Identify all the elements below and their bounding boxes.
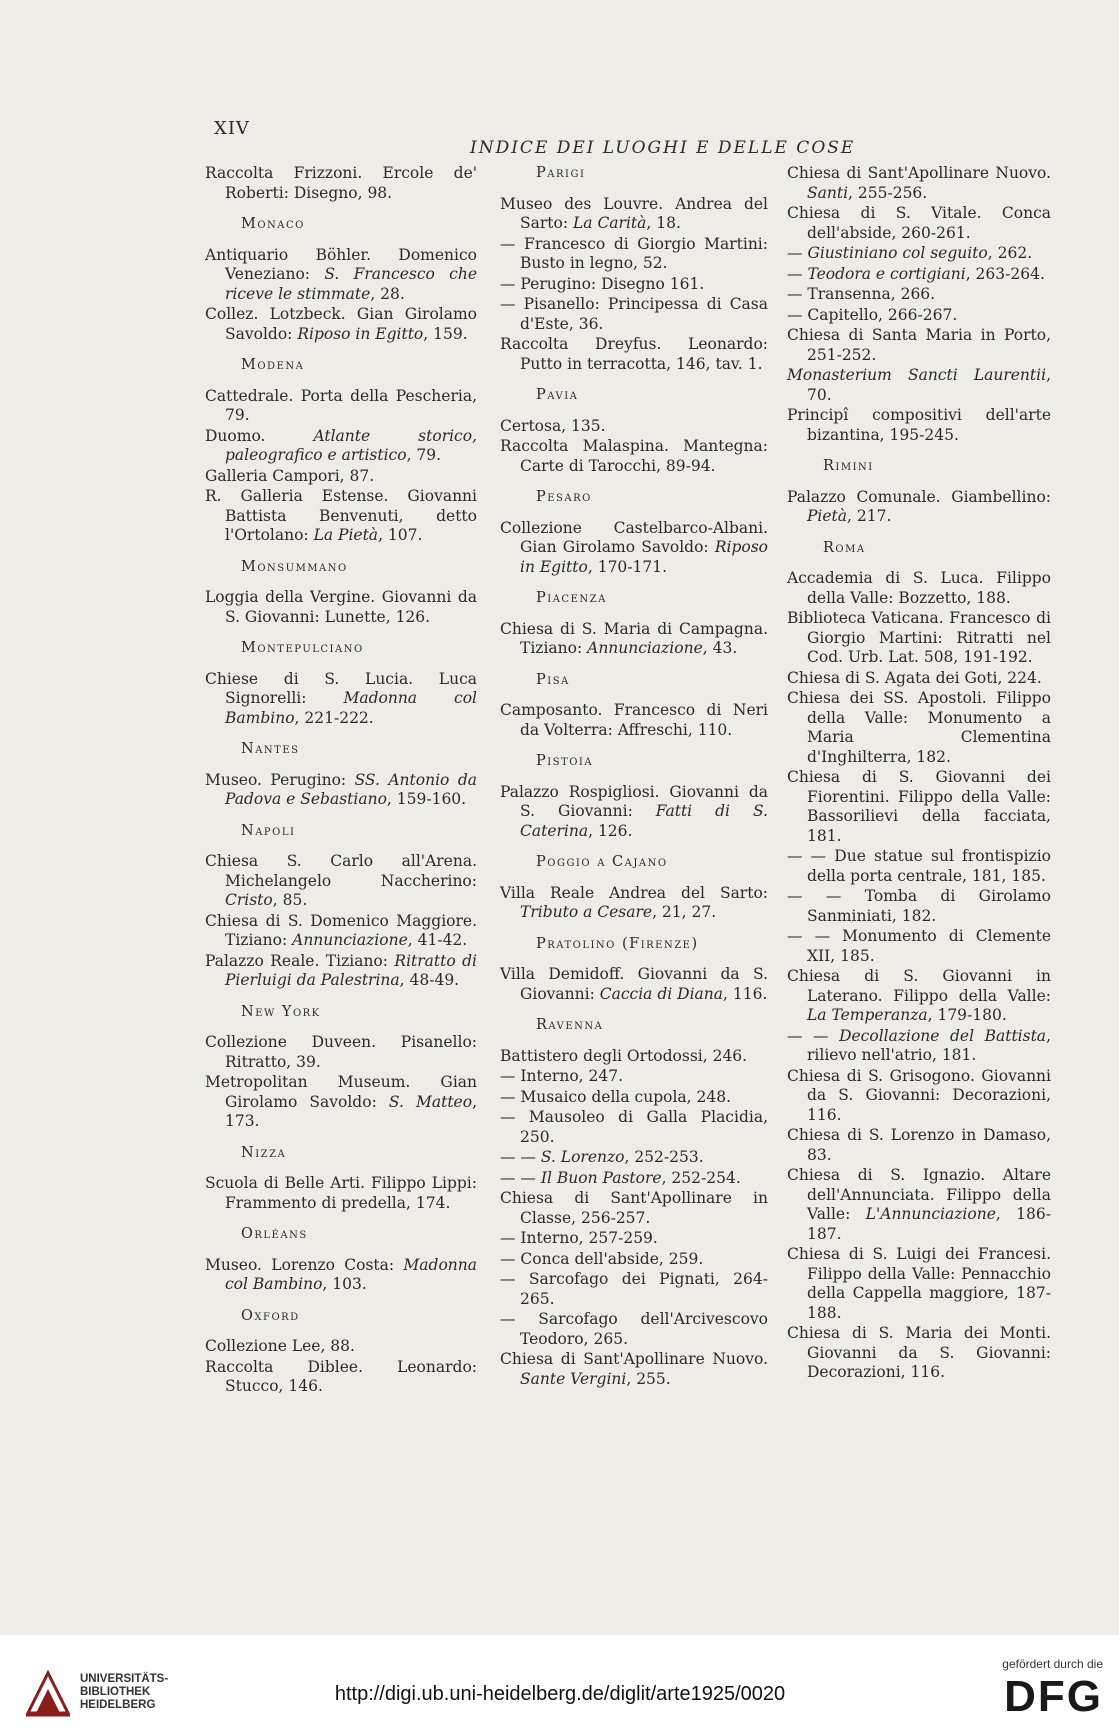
place-heading: Oxford <box>241 1307 300 1324</box>
place-heading: Pistoia <box>536 753 594 769</box>
index-entry: — — Monumento di Clemente XII, 185. <box>787 927 1051 965</box>
index-entry: — Musaico della cupola, 248. <box>500 1087 732 1106</box>
place-heading: Modena <box>241 357 305 373</box>
index-entry: Museo. Lorenzo Costa: Madonna col Bambino, 103. <box>205 1255 477 1293</box>
index-entry: — Conca dell'abside, 259. <box>500 1249 704 1268</box>
ub-line: BIBLIOTHEK <box>80 1686 151 1698</box>
index-entry: — Interno, 257-259. <box>500 1229 658 1247</box>
place-heading: Pesaro <box>536 489 592 505</box>
index-entry: Raccolta Diblee. Leonardo: Stucco, 146. <box>205 1357 477 1395</box>
university-library-name <box>80 1673 168 1712</box>
index-entry: Camposanto. Francesco di Neri da Volterra: Affreschi, 110. <box>500 701 768 739</box>
place-heading: Roma <box>823 539 866 556</box>
place-heading: Monsummano <box>241 558 348 575</box>
index-entry: Cattedrale. Porta della Pescheria, 79. <box>205 386 477 424</box>
index-entry: — — Il Buon Pastore, 252-254. <box>500 1168 741 1187</box>
index-entry: Chiesa di S. Maria dei Monti. Giovanni da S. Giovanni: Decorazioni, 116. <box>787 1324 1051 1381</box>
index-entry: Accademia di S. Luca. Filippo della Valle: Bozzetto, 188. <box>787 569 1051 607</box>
place-heading: Pratolino (Firenze) <box>536 935 699 952</box>
index-entry: — Teodora e cortigiani, 263-264. <box>787 264 1045 283</box>
index-entry: Galleria Campori, 87. <box>205 466 375 485</box>
index-entry: — Mausoleo di Galla Placidia, 250. <box>500 1108 768 1146</box>
index-entry: Certosa, 135. <box>500 416 606 435</box>
index-entry: — Perugino: Disegno 161. <box>500 274 705 293</box>
dfg-logo[interactable]: DFG <box>1004 1672 1103 1721</box>
index-entry: Monasterium Sancti Laurentii, 70. <box>787 366 1051 404</box>
footer-bar <box>0 1635 1119 1732</box>
index-entry: — Francesco di Giorgio Martini: Busto in legno, 52. <box>500 234 768 272</box>
index-entry: Duomo. Atlante storico, paleografico e artistico, 79. <box>205 426 477 464</box>
place-heading: Piacenza <box>536 590 607 606</box>
index-entry: — — Tomba di Girolamo Sanminiati, 182. <box>787 887 1051 925</box>
index-entry: — Pisanello: Principessa di Casa d'Este, 36. <box>500 295 768 333</box>
place-heading: Napoli <box>241 822 296 839</box>
index-entry: Villa Reale Andrea del Sarto: Tributo a Cesare, 21, 27. <box>500 883 768 921</box>
index-entry: Chiesa di S. Luigi dei Francesi. Filippo della Valle: Pennacchio della Cappella maggiore, 187-188. <box>787 1245 1051 1322</box>
place-heading: Nizza <box>241 1144 287 1161</box>
index-entry: Chiesa di Sant'Apollinare Nuovo. Santi, 255-256. <box>787 164 1051 202</box>
index-entry: Villa Demidoff. Giovanni da S. Giovanni: Caccia di Diana, 116. <box>500 965 768 1003</box>
ub-line: UNIVERSITÄTS- <box>80 1673 169 1685</box>
index-entry: Museo des Louvre. Andrea del Sarto: La Carità, 18. <box>500 194 768 232</box>
page-number: XIV <box>214 118 250 139</box>
index-entry: Antiquario Böhler. Domenico Veneziano: S. Francesco che riceve le stimmate, 28. <box>205 245 477 303</box>
place-heading: Poggio a Cajano <box>536 854 668 870</box>
place-heading: Pavia <box>536 387 579 403</box>
running-title: INDICE DEI LUOGHI E DELLE COSE <box>470 138 856 158</box>
sponsor-label: gefördert durch die <box>1002 1657 1103 1671</box>
index-entry: — Giustiniano col seguito, 262. <box>787 244 1033 262</box>
place-heading: Parigi <box>536 165 586 181</box>
index-entry: Palazzo Comunale. Giambellino: Pietà, 217. <box>787 487 1051 525</box>
index-entry: Palazzo Reale. Tiziano: Ritratto di Pierluigi da Palestrina, 48-49. <box>205 951 477 989</box>
university-library-logo[interactable] <box>22 1667 74 1719</box>
index-entry: Chiese di S. Lucia. Luca Signorelli: Madonna col Bambino, 221-222. <box>205 669 477 727</box>
index-entry: — — Decollazione del Battista, rilievo nell'atrio, 181. <box>787 1026 1051 1064</box>
index-entry: Chiesa di S. Giovanni dei Fiorentini. Filippo della Valle: Bassorilievi della facciata, 181. <box>787 768 1051 845</box>
place-heading: Orléans <box>241 1226 308 1242</box>
index-entry: Chiesa di S. Ignazio. Altare dell'Annunciata. Filippo della Valle: L'Annunciazione, 186-187. <box>787 1166 1051 1243</box>
index-entry: Biblioteca Vaticana. Francesco di Giorgio Martini: Ritratti nel Cod. Urb. Lat. 508, 191-192. <box>787 609 1051 666</box>
index-entry: — Interno, 247. <box>500 1067 624 1085</box>
index-entry: Chiesa di S. Maria di Campagna. Tiziano: Annunciazione, 43. <box>500 619 768 657</box>
index-entry: Raccolta Malaspina. Mantegna: Carte di Tarocchi, 89-94. <box>500 437 768 475</box>
place-heading: Nantes <box>241 741 300 757</box>
index-entry: Chiesa di S. Vitale. Conca dell'abside, 260-261. <box>787 204 1051 242</box>
index-entry: Collez. Lotzbeck. Gian Girolamo Savoldo: Riposo in Egitto, 159. <box>205 305 477 343</box>
place-heading: Monaco <box>241 216 305 232</box>
index-entry: Scuola di Belle Arti. Filippo Lippi: Frammento di predella, 174. <box>205 1174 477 1212</box>
index-entry: Chiesa dei SS. Apostoli. Filippo della Valle: Monumento a Maria Clementina d'Inghilterra, 182. <box>787 689 1051 766</box>
index-entry: Loggia della Vergine. Giovanni da S. Giovanni: Lunette, 126. <box>205 588 477 626</box>
index-entry: Metropolitan Museum. Gian Girolamo Savoldo: S. Matteo, 173. <box>205 1073 477 1130</box>
index-entry: — Transenna, 266. <box>787 285 936 303</box>
index-entry: Collezione Duveen. Pisanello: Ritratto, 39. <box>205 1033 477 1071</box>
index-entry: Chiesa di S. Lorenzo in Damaso, 83. <box>787 1126 1051 1164</box>
index-column-3 <box>787 164 1051 1384</box>
index-entry: Palazzo Rospigliosi. Giovanni da S. Giovanni: Fatti di S. Caterina, 126. <box>500 782 768 840</box>
place-heading: Montepulciano <box>241 640 364 656</box>
index-column-2 <box>500 164 768 1390</box>
index-entry: Battistero degli Ortodossi, 246. <box>500 1046 748 1065</box>
index-entry: Chiesa S. Carlo all'Arena. Michelangelo Naccherino: Cristo, 85. <box>205 852 477 909</box>
index-entry: Collezione Lee, 88. <box>205 1337 355 1355</box>
ub-line: HEIDELBERG <box>80 1699 156 1711</box>
index-entry: — — S. Lorenzo, 252-253. <box>500 1148 704 1166</box>
index-entry: Collezione Castelbarco-Albani. Gian Girolamo Savoldo: Riposo in Egitto, 170-171. <box>500 518 768 576</box>
index-entry: R. Galleria Estense. Giovanni Battista Benvenuti, detto l'Ortolano: La Pietà, 107. <box>205 487 477 544</box>
place-heading: Pisa <box>536 671 570 688</box>
index-entry: Chiesa di S. Domenico Maggiore. Tiziano: Annunciazione, 41-42. <box>205 911 477 949</box>
index-entry: Chiesa di Sant'Apollinare Nuovo. Sante Vergini, 255. <box>500 1350 768 1388</box>
index-entry: Chiesa di Sant'Apollinare in Classe, 256-257. <box>500 1189 768 1227</box>
place-heading: Rimini <box>823 458 874 474</box>
index-entry: Raccolta Dreyfus. Leonardo: Putto in terracotta, 146, tav. 1. <box>500 335 768 373</box>
index-entry: Chiesa di S. Agata dei Goti, 224. <box>787 668 1042 687</box>
index-entry: Raccolta Frizzoni. Ercole de' Roberti: Disegno, 98. <box>205 164 477 202</box>
place-heading: New York <box>241 1003 321 1020</box>
index-entry: Museo. Perugino: SS. Antonio da Padova e Sebastiano, 159-160. <box>205 770 477 808</box>
index-entry: — Sarcofago dell'Arcivescovo Teodoro, 265. <box>500 1310 768 1348</box>
permalink-url[interactable]: http://digi.ub.uni-heidelberg.de/diglit/arte1925/0020 <box>334 1683 786 1705</box>
index-entry: — — Due statue sul frontispizio della porta centrale, 181, 185. <box>787 847 1051 885</box>
index-column-1 <box>205 164 477 1398</box>
place-heading: Ravenna <box>536 1017 604 1033</box>
index-entry: — Sarcofago dei Pignati, 264-265. <box>500 1270 768 1308</box>
index-entry: Chiesa di Santa Maria in Porto, 251-252. <box>787 326 1051 364</box>
index-entry: Chiesa di S. Giovanni in Laterano. Filippo della Valle: La Temperanza, 179-180. <box>787 967 1051 1024</box>
index-entry: — Capitello, 266-267. <box>787 305 958 324</box>
index-entry: Principî compositivi dell'arte bizantina, 195-245. <box>787 406 1051 444</box>
index-entry: Chiesa di S. Grisogono. Giovanni da S. Giovanni: Decorazioni, 116. <box>787 1066 1051 1124</box>
